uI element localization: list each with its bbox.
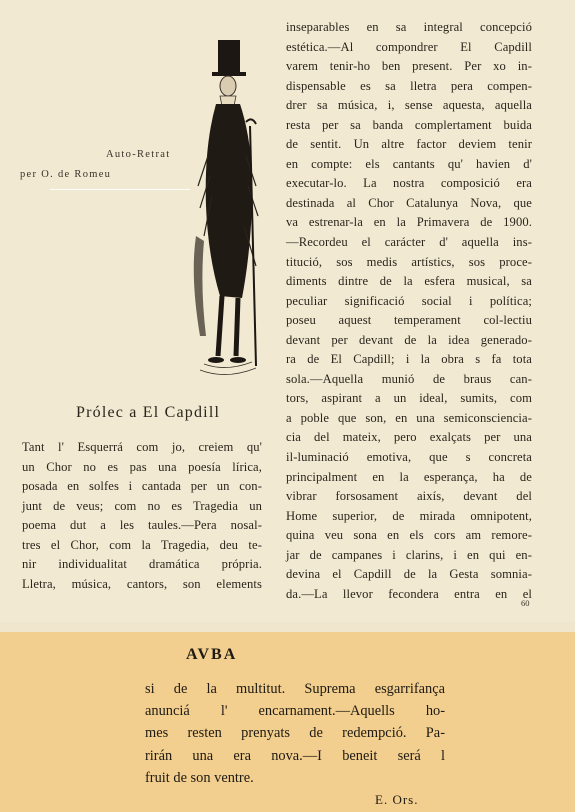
white-marker-line (50, 189, 190, 190)
avba-text (145, 678, 445, 789)
caption-line-1: Auto-Retrat (106, 149, 171, 160)
prolec-heading: Prólec a El Capdill (76, 404, 221, 421)
text-line: —Recordeu el carácter d' aquella ins- (286, 235, 532, 250)
avba-title: AVBA (186, 646, 238, 663)
text-line: poema dut a les taules.—Pera nosal- (22, 518, 262, 533)
text-line: diments dintre de la esfera musical, sa (286, 274, 532, 289)
text-line: cia del mateix, pero exalçats per una (286, 430, 532, 445)
text-line: va estrenar-la en la Primavera de 1900. (286, 215, 532, 230)
text-line: estética.—Al compondrer El Capdill (286, 39, 532, 54)
text-line: dispensable es sa lletra pera compen- (286, 78, 532, 93)
text-line: executar-lo. La nostra composició era (286, 176, 532, 191)
text-line: devina el Capdill de la Gesta somnia- (286, 567, 532, 582)
text-line: fruit de son ventre. (145, 769, 254, 786)
text-line: destinada al Chor Catalunya Nova, que (286, 195, 532, 210)
text-line: vibrar forsosament aixís, devant del (286, 489, 532, 504)
text-line: mes resten prenyats de redempció. Pa- (145, 725, 445, 742)
text-line: rirán una era nova.—I beneit será l (145, 747, 445, 764)
text-line: tors, aspirant a un ideal, sumits, com (286, 391, 532, 406)
portrait-caption (20, 145, 210, 185)
text-line: peculiar significació social i política; (286, 293, 532, 308)
text-line: jar de campanes i clarins, i en qui en- (286, 547, 532, 562)
text-line: en compte: els cantants qu' havien d' (286, 156, 532, 171)
text-line: un Chor no es pas una poesía lírica, (22, 459, 262, 474)
text-line: tres el Chor, com la Tragedia, deu te- (22, 537, 262, 552)
text-line: Home superior, de mirada omnipotent, (286, 508, 532, 523)
caption-line-2: per O. de Romeu (20, 169, 112, 180)
text-line: posada en solfes i cantada per un con- (22, 479, 262, 494)
text-line: anunciá l' encarnament.—Aquells ho- (145, 703, 445, 720)
text-line: devant per devant de la idea generado- (286, 332, 532, 347)
avba-signature: E. Ors. (375, 792, 419, 807)
text-line: a poble que son, en una semiconsciencia- (286, 410, 532, 425)
text-line: da.—La llevor fecondera entra en el (286, 586, 532, 601)
text-line: ra de El Capdill; i la obra s fa tota (286, 352, 532, 367)
text-line: principalment en la esperança, ha de (286, 469, 532, 484)
self-portrait-illustration (186, 36, 276, 386)
text-line: nir individualitat dramática própria. (22, 557, 262, 572)
text-line: junt de veus; com no es Tragedia un (22, 498, 262, 513)
text-line: il-luminació emotiva, que s concreta (286, 450, 532, 465)
text-line: si de la multitut. Suprema esgarrifança (145, 681, 445, 697)
text-line: quina veu sona en els cors am remore- (286, 528, 532, 543)
avba-excerpt (0, 632, 575, 812)
right-text-column (286, 18, 532, 604)
page-number: 60 (521, 598, 530, 608)
text-line: Tant l' Esquerrá com jo, creiem qu' (22, 440, 262, 454)
text-line: resta per sa banda complertament buida (286, 117, 532, 132)
text-line: titució, sos medis artístics, sos proce- (286, 254, 532, 269)
text-line: varem tenir-ho ben present. Per xo in- (286, 59, 532, 74)
text-line: sola.—Aquella munió de braus can- (286, 371, 532, 386)
text-line: poseu aquest temperament col-lectiu (286, 313, 532, 328)
text-line: drer sa música, i, sense aquesta, aquella (286, 98, 532, 113)
text-line: inseparables en sa integral concepció (286, 20, 532, 34)
text-line: Lletra, música, cantors, son elements (22, 576, 262, 591)
left-text-column (22, 438, 262, 594)
text-line: de sentit. Un altre factor deviem tenir (286, 137, 532, 152)
